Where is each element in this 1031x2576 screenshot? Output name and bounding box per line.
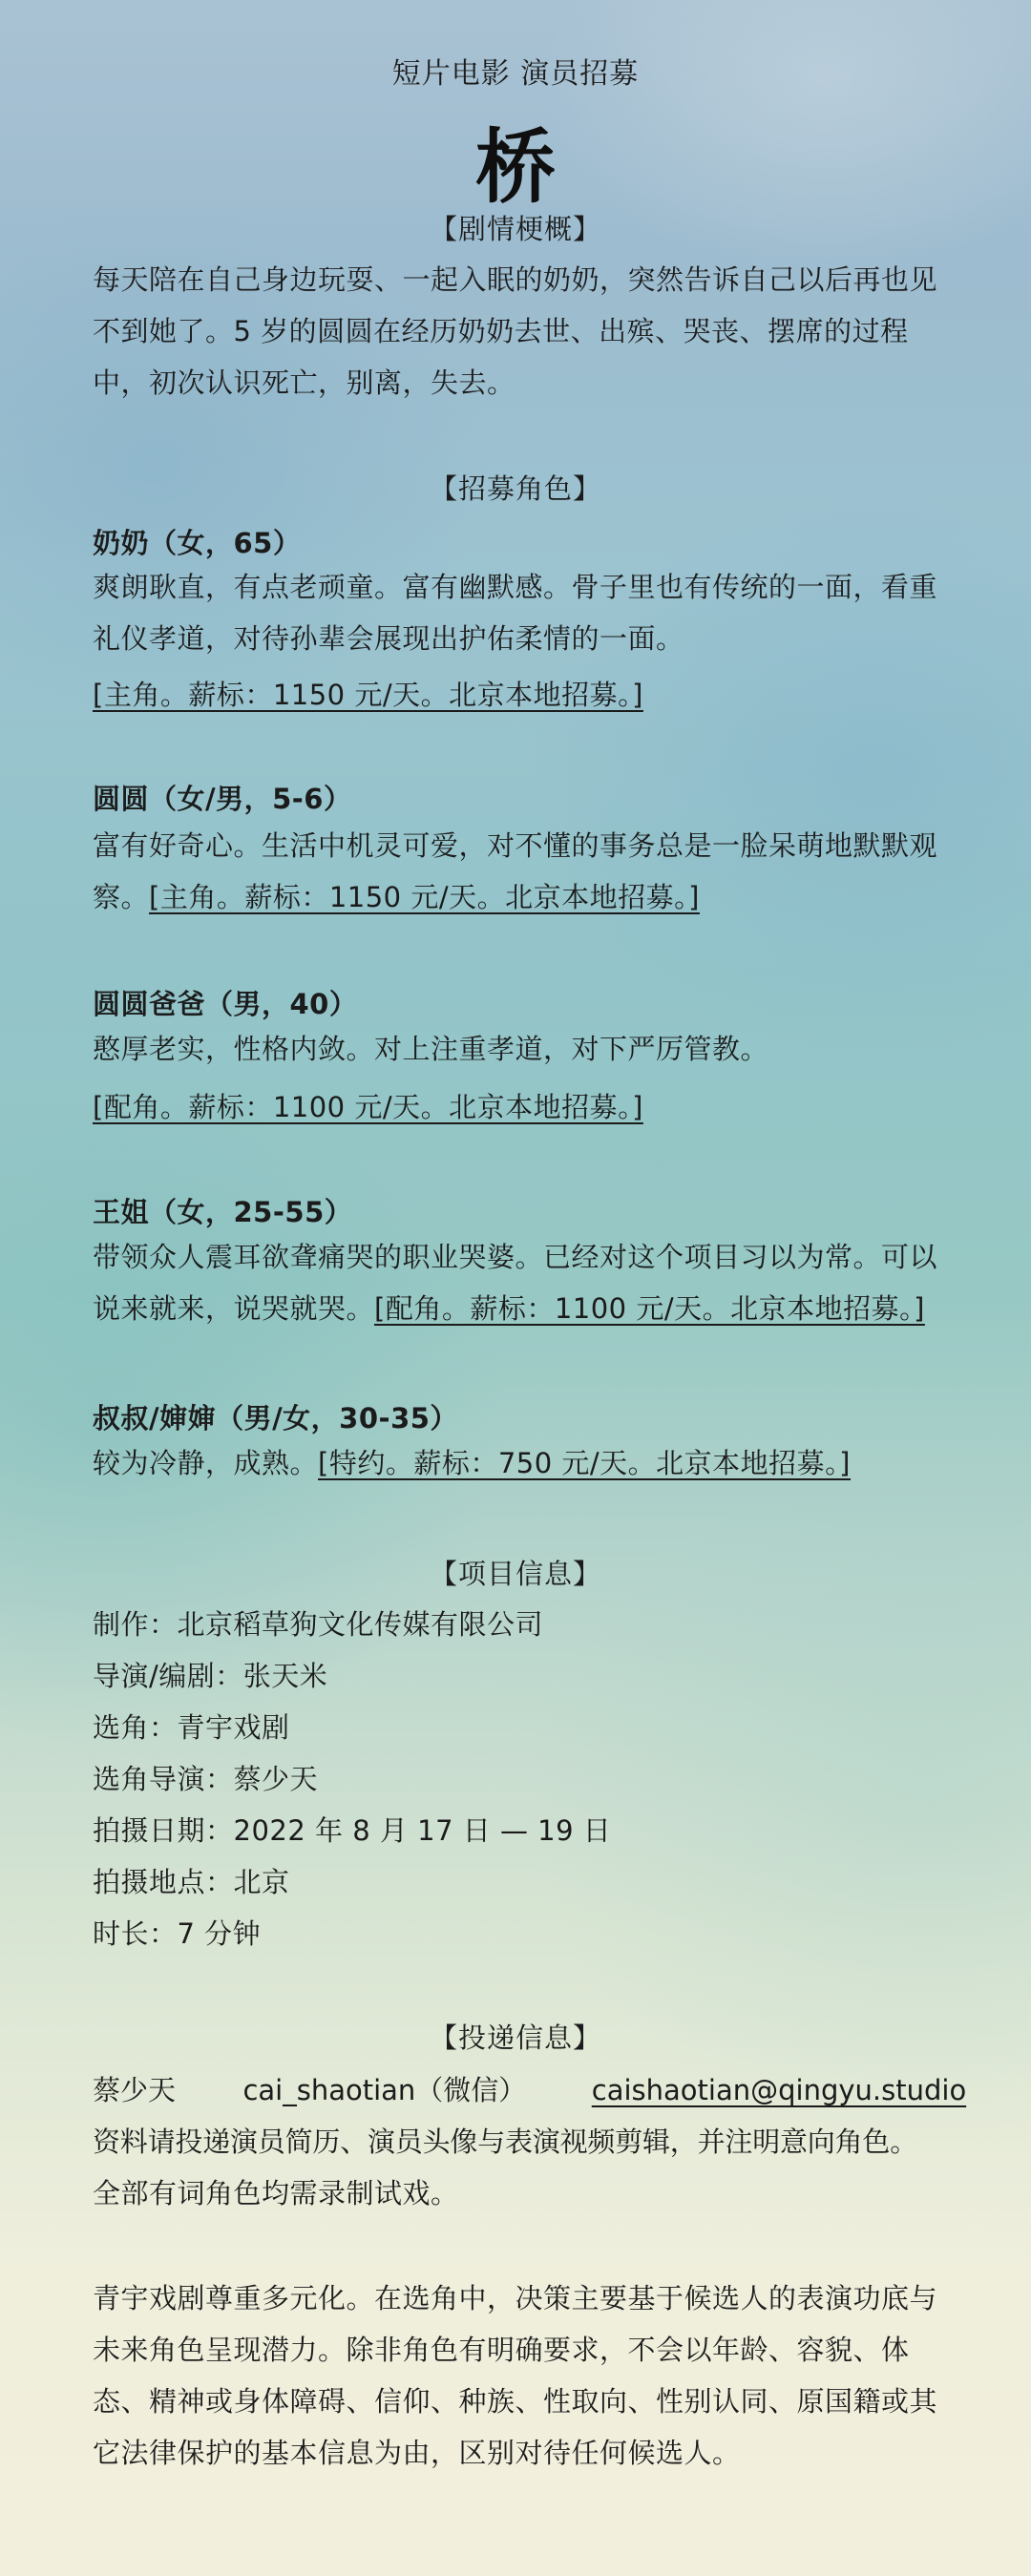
poster-subtitle: 短片电影 演员招募 [391, 57, 640, 91]
role-description-text: 带领众人震耳欲聋痛哭的职业哭婆。已经对这个项目习以为常。可以说来就来，说哭就哭。 [93, 1241, 938, 1325]
diversity-statement: 青宇戏剧尊重多元化。在选角中，决策主要基于候选人的表演功底与未来角色呈现潜力。除非角色有明确要求，不会以年龄、容貌、体态、精神或身体障碍、信仰、种族、性取向、性别认同、原国籍或其它法律保护的基本信息为由，区别对待任何候选人。 [93, 2282, 938, 2469]
role-description [93, 1023, 947, 1075]
role-description-text: 憨厚老实，性格内敛。对上注重孝道，对下严厉管教。 [93, 1033, 769, 1065]
role-description-text: 较为冷静，成熟。 [93, 1447, 319, 1479]
role-name: 圆圆（女/男，5-6） [93, 783, 352, 815]
project-shoot-dates: 拍摄日期：2022 年 8 月 17 日 — 19 日 [93, 1814, 612, 1847]
role-description [93, 561, 947, 664]
role-terms: [配角。薪标：1100 元/天。北京本地招募。] [93, 1091, 643, 1123]
role-terms: [主角。薪标：1150 元/天。北京本地招募。] [149, 881, 700, 913]
contact-wechat: cai_shaotian（微信） [242, 2074, 527, 2106]
project-location: 拍摄地点：北京 [93, 1866, 290, 1898]
contact-email-link[interactable]: caishaotian@qingyu.studio [591, 2074, 967, 2106]
role-terms: [特约。薪标：750 元/天。北京本地招募。] [318, 1447, 851, 1479]
role-description [93, 1231, 947, 1334]
role-name: 叔叔/婶婶（男/女，30-35） [93, 1402, 458, 1435]
project-duration: 时长：7 分钟 [93, 1917, 262, 1950]
role-name: 王姐（女，25-55） [93, 1196, 353, 1228]
casting-heading: 【招募角色】 [429, 472, 601, 505]
contact-name: 蔡少天 [93, 2074, 177, 2106]
role-description-text: 富有好奇心。生活中机灵可爱，对不懂的事务总是一脸呆萌地默默观察。 [93, 829, 938, 913]
role-description-text: 爽朗耿直，有点老顽童。富有幽默感。骨子里也有传统的一面，看重礼仪孝道，对待孙辈会展现出护佑柔情的一面。 [93, 571, 938, 655]
synopsis-heading: 【剧情梗概】 [429, 213, 601, 245]
submission-heading: 【投递信息】 [429, 2021, 601, 2054]
contact-row [93, 2069, 966, 2108]
submission-note: 资料请投递演员简历、演员头像与表演视频剪辑，并注明意向角色。 [93, 2126, 918, 2158]
role-description [93, 820, 947, 923]
project-casting-director: 选角导演：蔡少天 [93, 1763, 319, 1795]
submission-note: 全部有词角色均需录制试戏。 [93, 2177, 459, 2209]
project-director: 导演/编剧：张天米 [93, 1660, 328, 1692]
project-heading: 【项目信息】 [429, 1558, 601, 1590]
role-terms: [配角。薪标：1100 元/天。北京本地招募。] [374, 1292, 925, 1325]
project-producer: 制作：北京稻草狗文化传媒有限公司 [93, 1608, 544, 1641]
film-title: 桥 [474, 119, 556, 214]
role-terms: [主角。薪标：1150 元/天。北京本地招募。] [93, 679, 643, 711]
role-description [93, 1437, 947, 1489]
project-casting: 选角：青宇戏剧 [93, 1711, 290, 1744]
role-name: 奶奶（女，65） [93, 527, 302, 559]
synopsis-text: 每天陪在自己身边玩耍、一起入眠的奶奶，突然告诉自己以后再也见不到她了。5 岁的圆圆在经历奶奶去世、出殡、哭丧、摆席的过程中，初次认识死亡，别离，失去。 [93, 263, 938, 399]
role-name: 圆圆爸爸（男，40） [93, 988, 358, 1020]
